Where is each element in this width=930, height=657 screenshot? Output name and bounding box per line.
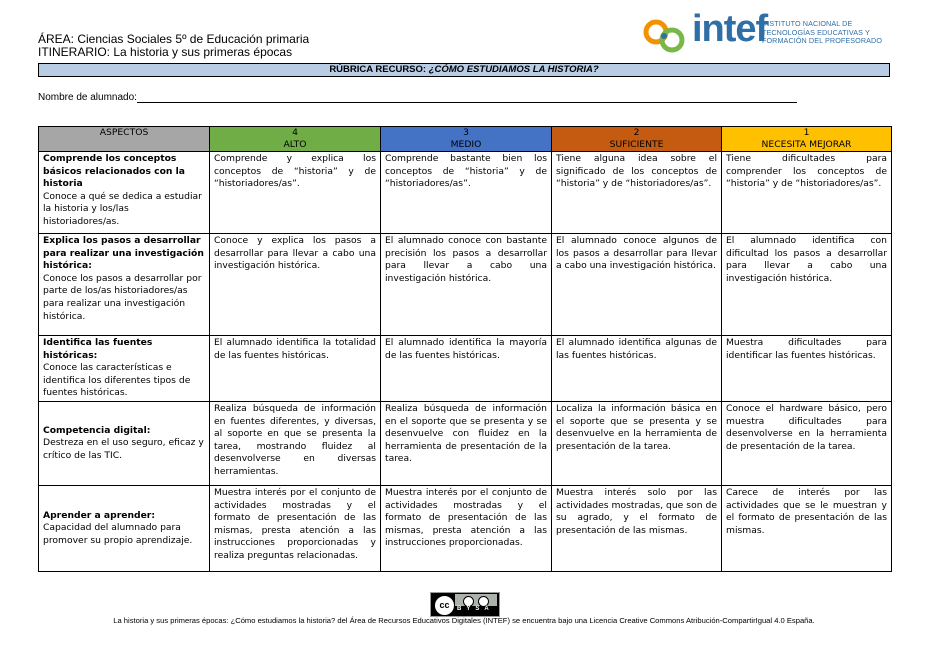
rubric-cell: Comprende y explica los conceptos de “historia” y de “historiadores/as”. — [210, 152, 381, 234]
aspect-cell: Explica los pasos a desarrollar para realizar una investigación histórica: Conoce los pasos a desarrollar por parte de los/as historiadores/as para realizar una investigación histórica. — [39, 234, 210, 336]
table-row — [39, 234, 892, 336]
rubric-cell: El alumnado identifica algunas de las fuentes históricas. — [552, 336, 722, 402]
aspect-cell: Aprender a aprender: Capacidad del alumnado para promover su propio aprendizaje. — [39, 485, 210, 571]
rubric-cell: Conoce y explica los pasos a desarrollar para llevar a cabo una investigación histórica. — [210, 234, 381, 336]
rubric-cell: Tiene alguna idea sobre el significado de los conceptos de “historia” y de “historiadores/as”. — [552, 152, 722, 234]
rubric-cell: El alumnado identifica la totalidad de las fuentes históricas. — [210, 336, 381, 402]
student-name-blank[interactable] — [137, 92, 797, 103]
aspect-cell: Comprende los conceptos básicos relacionados con la historia Conoce a qué se dedica a estudiar la historia y los/las historiadores/as. — [39, 152, 210, 234]
rubric-cell: El alumnado identifica la mayoría de las fuentes históricas. — [381, 336, 552, 402]
rubric-title — [38, 63, 890, 77]
intef-institution-name: INSTITUTO NACIONAL DE TECNOLOGÍAS EDUCATIVAS Y FORMACIÓN DEL PROFESORADO — [762, 19, 883, 45]
rubric-cell: Conoce el hardware básico, pero muestra dificultades para desenvolverse en la herramienta de presentación de la tarea. — [722, 401, 892, 485]
license-footer: La historia y sus primeras épocas: ¿Cómo estudiamos la historia? del Área de Recursos Educativos Digitales (INTEF) se encuentra bajo una Licencia Creative Commons Atribución-CompartirIgual 4.0 España. — [113, 616, 815, 625]
rubric-cell: Localiza la información básica en el soporte que se presenta y se desenvuelve en la herramienta de presentación de la tarea. — [552, 401, 722, 485]
table-row — [39, 485, 892, 571]
rubric-cell: Comprende bastante bien los conceptos de “historia” y de “historiadores/as”. — [381, 152, 552, 234]
rubric-table — [38, 126, 892, 572]
rubric-cell: El alumnado identifica con dificultad los pasos a desarrollar para llevar a cabo una investigación histórica. — [722, 234, 892, 336]
rubric-title-prefix: RÚBRICA RECURSO: — [329, 64, 429, 75]
aspect-cell: Competencia digital: Destreza en el uso seguro, eficaz y crítico de las TIC. — [39, 401, 210, 485]
table-row — [39, 152, 892, 234]
rubric-cell: Muestra dificultades para identificar las fuentes históricas. — [722, 336, 892, 402]
header-level-necesita-mejorar: 1 NECESITA MEJORAR — [722, 127, 892, 152]
header-level-suficiente: 2 SUFICIENTE — [552, 127, 722, 152]
area-label: ÁREA: Ciencias Sociales 5º de Educación primaria — [38, 32, 310, 46]
header-level-medio: 3 MEDIO — [381, 127, 552, 152]
student-name-line — [38, 92, 797, 103]
aspect-cell: Identifica las fuentes históricas: Conoce las características e identifica los diferentes tipos de fuentes históricas. — [39, 336, 210, 402]
rubric-cell: El alumnado conoce con bastante precisión los pasos a desarrollar para llevar a cabo una investigación histórica. — [381, 234, 552, 336]
rubric-cell: Muestra interés solo por las actividades mostradas, que son de su agrado, y el formato de presentación de las mismas. — [552, 485, 722, 571]
student-name-label: Nombre de alumnado: — [38, 92, 137, 103]
header-aspects: ASPECTOS — [39, 127, 210, 152]
table-row — [39, 336, 892, 402]
rubric-cell: Muestra interés por el conjunto de actividades mostradas y el formato de presentación de las mismas, presta atención a las instrucciones proporcionadas. — [381, 485, 552, 571]
rubric-cell: Tiene dificultades para comprender los conceptos de “historia” y de “historiadores/as”. — [722, 152, 892, 234]
document-header — [38, 33, 309, 59]
rubric-cell: El alumnado conoce algunos de los pasos a desarrollar para llevar a cabo una investigación histórica. — [552, 234, 722, 336]
rubric-resource-name: ¿CÓMO ESTUDIAMOS LA HISTORIA? — [428, 64, 599, 75]
table-row — [39, 401, 892, 485]
rubric-cell: Carece de interés por las actividades que se le muestran y el formato de presentación de las mismas. — [722, 485, 892, 571]
rubric-cell: Realiza búsqueda de información en el soporte que se presenta y se desenvuelve con fluidez en la herramienta de presentación de la tarea. — [381, 401, 552, 485]
rubric-cell: Realiza búsqueda de información en fuentes diferentes, y diversas, al soporte en que se presenta la tarea, mostrando fluidez al desenvolverse en diversas herramientas. — [210, 401, 381, 485]
cc-icon: cc — [434, 595, 455, 616]
cc-license-badge[interactable]: cc BYSA — [430, 592, 500, 617]
itinerary-label: ITINERARIO: La historia y sus primeras épocas — [38, 45, 293, 59]
rubric-header-row — [39, 127, 892, 152]
header-level-alto: 4 ALTO — [210, 127, 381, 152]
rubric-cell: Muestra interés por el conjunto de actividades mostradas y el formato de presentación de las mismas, presta atención a las instrucciones proporcionadas y realiza preguntas relacionadas. — [210, 485, 381, 571]
intef-wordmark: intef — [692, 8, 768, 50]
